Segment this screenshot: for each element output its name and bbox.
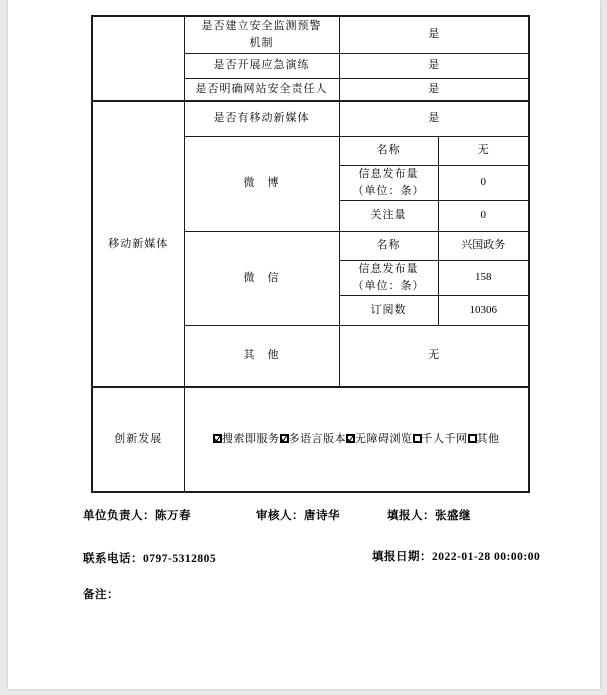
- filler-field: [387, 507, 471, 523]
- checkbox-checked-icon: [213, 432, 225, 448]
- wechat-row-label: [339, 260, 438, 295]
- label-line1: 是否建立安全监测预警: [201, 19, 322, 32]
- option-label: 无障碍浏览: [355, 433, 413, 446]
- filler-name: 张盛继: [435, 510, 471, 522]
- wechat-row-value: 158: [438, 260, 529, 295]
- checkbox-checked-icon: [346, 432, 358, 448]
- check-mark-icon: ✓: [213, 432, 225, 448]
- checkbox-checked-icon: [279, 432, 291, 448]
- check-mark-icon: ✓: [279, 432, 291, 448]
- innovation-option: [346, 432, 413, 448]
- weibo-row-label: 关注量: [339, 200, 438, 231]
- reviewer-name: 唐诗华: [304, 510, 340, 522]
- checkbox-unchecked-icon: [413, 434, 422, 443]
- phone-number: 0797-5312805: [143, 553, 217, 565]
- reviewer-label: 审核人：: [256, 510, 304, 522]
- phone-field: [83, 550, 216, 566]
- report-date-value: 2022-01-28 00:00:00: [432, 551, 541, 563]
- label-line1: 信息发布量: [358, 262, 419, 275]
- security-row-label: 是否明确网站安全责任人: [184, 78, 339, 101]
- has-mobile-media-value: 是: [339, 101, 529, 136]
- option-label: 千人千网: [421, 433, 468, 446]
- innovation-option: [413, 433, 468, 445]
- report-date-label: 填报日期：: [372, 551, 432, 563]
- innovation-options-cell: [184, 387, 529, 492]
- unit-head-name: 陈万春: [155, 510, 191, 522]
- annual-report-table: [91, 15, 530, 493]
- weibo-row-value: 0: [438, 200, 529, 231]
- option-label: 搜索即服务: [222, 433, 280, 446]
- innovation-option: [213, 432, 280, 448]
- unit-head-field: [83, 507, 191, 523]
- report-date-field: [372, 548, 540, 564]
- remarks-label: 备注：: [83, 589, 119, 601]
- other-media-label: 其 他: [184, 325, 339, 387]
- option-label: 多语言版本: [288, 433, 346, 446]
- label-line2: （单位：条）: [352, 184, 425, 197]
- wechat-cell: 微 信: [184, 231, 339, 325]
- wechat-row-label: 名称: [339, 231, 438, 260]
- security-row-value: 是: [339, 53, 529, 78]
- reviewer-field: [256, 507, 340, 523]
- innovation-option: [468, 433, 500, 445]
- weibo-row-label: [339, 165, 438, 200]
- wechat-row-label: 订阅数: [339, 295, 438, 325]
- other-media-value: 无: [339, 325, 529, 387]
- wechat-row-value: 兴国政务: [438, 231, 529, 260]
- report-sheet: [8, 0, 600, 689]
- weibo-row-value: 无: [438, 136, 529, 165]
- security-row-label: 是否开展应急演练: [184, 53, 339, 78]
- category-cell-innovation: 创新发展: [92, 387, 184, 492]
- weibo-row-value: 0: [438, 165, 529, 200]
- unit-head-label: 单位负责人：: [83, 510, 155, 522]
- label-line2: 机制: [249, 36, 274, 49]
- phone-label: 联系电话：: [83, 553, 143, 565]
- check-mark-icon: ✓: [346, 432, 358, 448]
- filler-label: 填报人：: [387, 510, 435, 522]
- checkbox-unchecked-icon: [468, 434, 477, 443]
- label-line2: （单位：条）: [352, 279, 425, 292]
- category-cell-mobile-media: 移动新媒体: [92, 101, 184, 387]
- security-row-label: [184, 16, 339, 53]
- has-mobile-media-label: 是否有移动新媒体: [184, 101, 339, 136]
- weibo-row-label: 名称: [339, 136, 438, 165]
- category-cell-empty: [92, 16, 184, 101]
- weibo-cell: 微 博: [184, 136, 339, 231]
- wechat-row-value: 10306: [438, 295, 529, 325]
- security-row-value: 是: [339, 16, 529, 53]
- label-line1: 信息发布量: [358, 167, 419, 180]
- security-row-value: 是: [339, 78, 529, 101]
- option-label: 其他: [476, 433, 500, 446]
- remarks-field: [83, 586, 119, 602]
- innovation-option: [279, 432, 347, 448]
